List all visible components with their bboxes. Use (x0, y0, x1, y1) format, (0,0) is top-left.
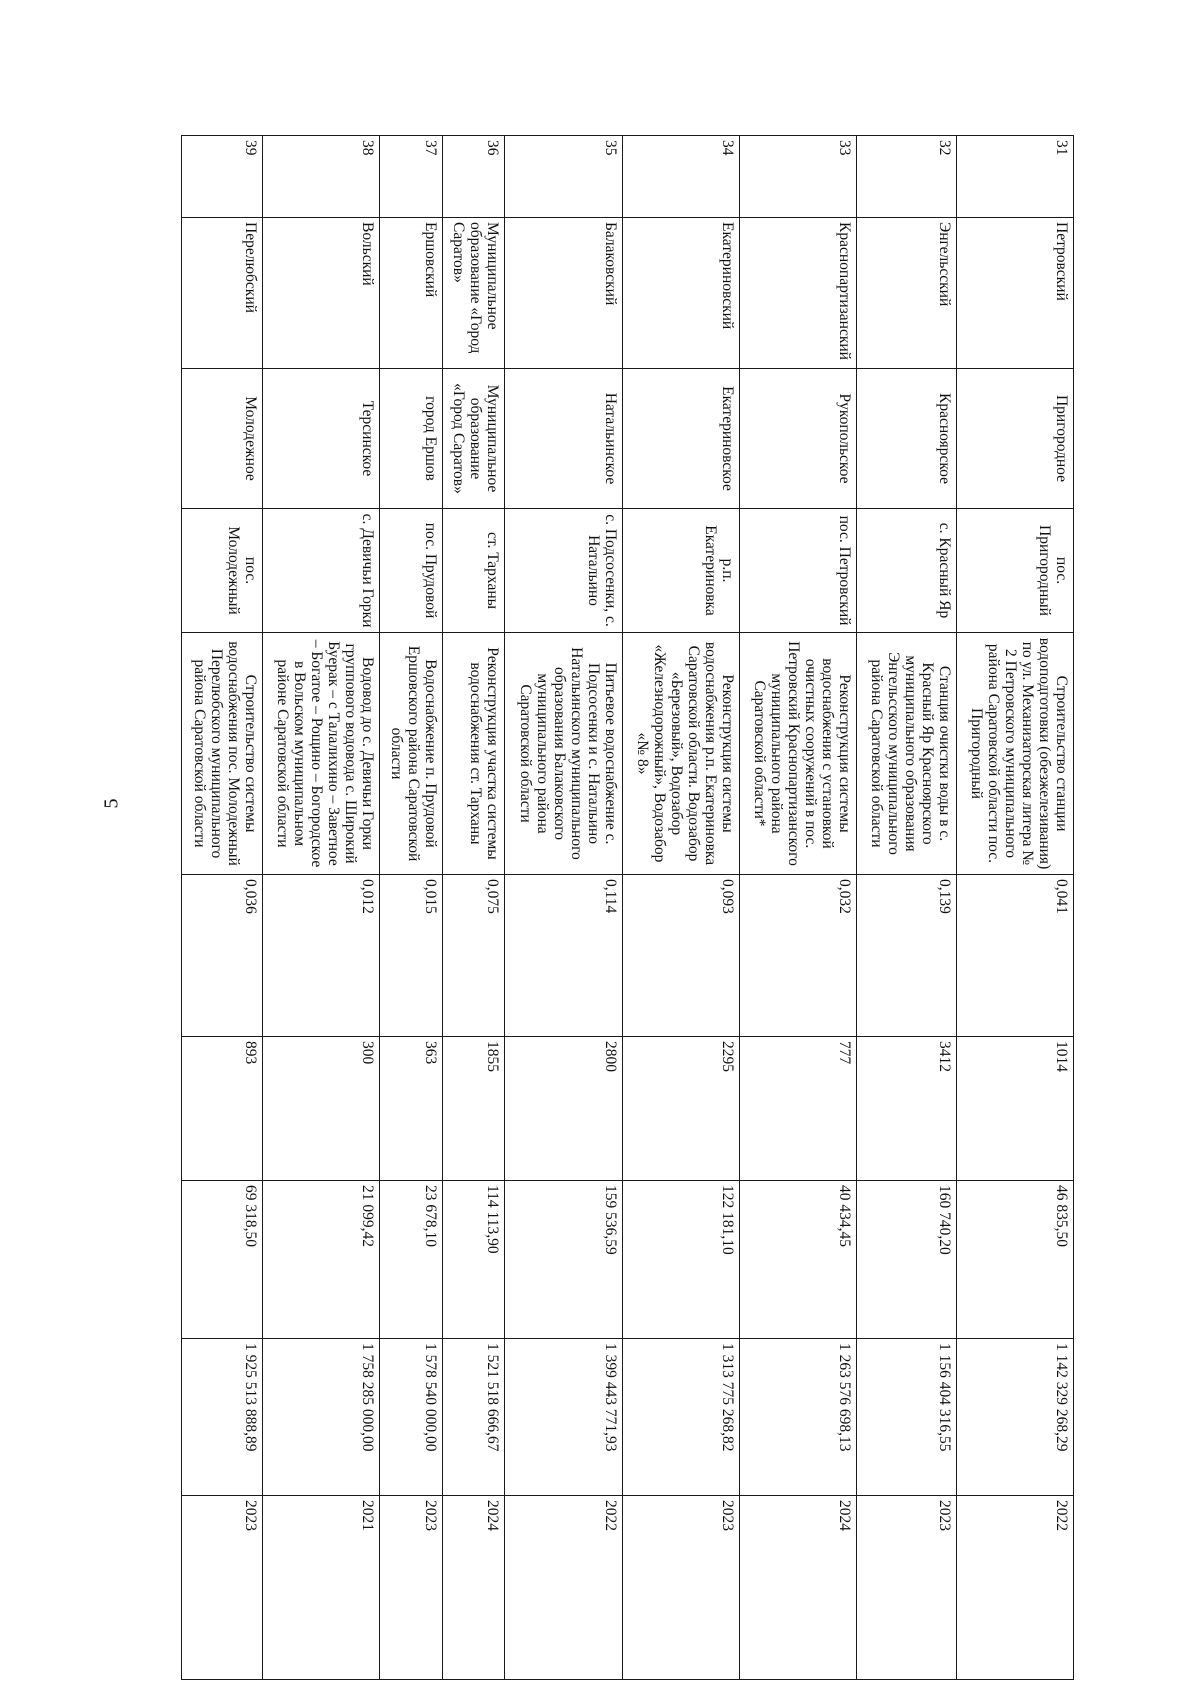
row-number: 31 (956, 136, 1073, 218)
value1-cell: 0,012 (262, 875, 379, 1037)
value2-cell: 3412 (857, 1037, 956, 1181)
table-row (622, 136, 739, 1680)
cost-cell: 1 399 443 771,93 (505, 1339, 622, 1496)
municipality-cell: Пригородное (956, 369, 1073, 509)
row-number: 34 (622, 136, 739, 218)
value3-cell: 114 113,90 (442, 1181, 504, 1339)
municipality-cell: Терсинское (262, 369, 379, 509)
municipality-cell: Екатериновское (622, 369, 739, 509)
cost-cell: 1 313 775 268,82 (622, 1339, 739, 1496)
project-cell: Водоснабжение п. Прудовой Ершовского района Саратовской области (380, 633, 442, 875)
municipality-cell: Молодежное (182, 369, 263, 509)
municipality-cell: Красноярское (857, 369, 956, 509)
table-row (380, 136, 442, 1680)
project-cell: Строительство станции водоподготовки (обезжелезивания) по ул. Механизаторская литера № 2 Петровского муниципального района Саратовской области пос. Пригородный (956, 633, 1073, 875)
settlement-cell: пос. Прудовой (380, 509, 442, 633)
cost-cell: 1 925 513 888,89 (182, 1339, 263, 1496)
municipality-cell: Муниципальное образование «Город Саратов» (442, 369, 504, 509)
table-row (182, 136, 263, 1680)
year-cell: 2021 (262, 1496, 379, 1680)
value3-cell: 46 835,50 (956, 1181, 1073, 1339)
value1-cell: 0,139 (857, 875, 956, 1037)
projects-table (181, 135, 1074, 1680)
year-cell: 2022 (505, 1496, 622, 1680)
table-body (182, 136, 1074, 1680)
district-cell: Краснопартизанский (740, 218, 857, 369)
value2-cell: 1014 (956, 1037, 1073, 1181)
cost-cell: 1 758 285 000,00 (262, 1339, 379, 1496)
row-number: 36 (442, 136, 504, 218)
row-number: 37 (380, 136, 442, 218)
table-row (262, 136, 379, 1680)
settlement-cell: пос. Петровский (740, 509, 857, 633)
value1-cell: 0,041 (956, 875, 1073, 1037)
project-cell: Строительство системы водоснабжения пос. Молодежный Перелюбского муниципального района Саратовской области (182, 633, 263, 875)
value1-cell: 0,093 (622, 875, 739, 1037)
district-cell: Екатериновский (622, 218, 739, 369)
district-cell: Петровский (956, 218, 1073, 369)
value3-cell: 21 099,42 (262, 1181, 379, 1339)
settlement-cell: с. Подсосенки, с. Натальино (505, 509, 622, 633)
district-cell: Балаковский (505, 218, 622, 369)
row-number: 32 (857, 136, 956, 218)
cost-cell: 1 263 576 698,13 (740, 1339, 857, 1496)
value3-cell: 122 181,10 (622, 1181, 739, 1339)
row-number: 38 (262, 136, 379, 218)
value1-cell: 0,032 (740, 875, 857, 1037)
table-row (740, 136, 857, 1680)
value1-cell: 0,114 (505, 875, 622, 1037)
value2-cell: 777 (740, 1037, 857, 1181)
year-cell: 2024 (740, 1496, 857, 1680)
rotated-table-wrapper (181, 135, 1074, 1679)
settlement-cell: с. Девичьи Горки (262, 509, 379, 633)
settlement-cell: ст. Тарханы (442, 509, 504, 633)
value3-cell: 40 434,45 (740, 1181, 857, 1339)
project-cell: Водовод до с. Девичьи Горки группового водовода с. Широкий Буерак – с Талалихино – Заветное – Богатое – Рощино – Богородское в Вольском муниципальном районе Саратовской области (262, 633, 379, 875)
row-number: 33 (740, 136, 857, 218)
value3-cell: 69 318,50 (182, 1181, 263, 1339)
row-number: 35 (505, 136, 622, 218)
year-cell: 2023 (380, 1496, 442, 1680)
table-row (956, 136, 1073, 1680)
project-cell: Реконструкция системы водоснабжения с установкой очистных сооружений в пос. Петровский Краснопартизанского муниципального района Саратовской области* (740, 633, 857, 875)
value2-cell: 363 (380, 1037, 442, 1181)
value2-cell: 1855 (442, 1037, 504, 1181)
district-cell: Перелюбский (182, 218, 263, 369)
page-number: 5 (100, 798, 123, 809)
project-cell: Реконструкция участка системы водоснабжения ст. Тарханы (442, 633, 504, 875)
table-row (857, 136, 956, 1680)
municipality-cell: Натальинское (505, 369, 622, 509)
cost-cell: 1 521 518 666,67 (442, 1339, 504, 1496)
value1-cell: 0,075 (442, 875, 504, 1037)
year-cell: 2023 (857, 1496, 956, 1680)
district-cell: Муниципальное образование «Город Саратов» (442, 218, 504, 369)
year-cell: 2022 (956, 1496, 1073, 1680)
value3-cell: 159 536,59 (505, 1181, 622, 1339)
value2-cell: 2295 (622, 1037, 739, 1181)
cost-cell: 1 578 540 000,00 (380, 1339, 442, 1496)
project-cell: Реконструкция системы водоснабжения р.п. Екатериновка Саратовской области. Водозабор «Березовый», Водозабор «Железнодорожный», Водозабор «№ 8» (622, 633, 739, 875)
settlement-cell: с. Красный Яр (857, 509, 956, 633)
settlement-cell: пос. Пригородный (956, 509, 1073, 633)
municipality-cell: Рукопольское (740, 369, 857, 509)
value1-cell: 0,015 (380, 875, 442, 1037)
row-number: 39 (182, 136, 263, 218)
district-cell: Вольский (262, 218, 379, 369)
cost-cell: 1 156 404 316,55 (857, 1339, 956, 1496)
value1-cell: 0,036 (182, 875, 263, 1037)
settlement-cell: пос. Молодежный (182, 509, 263, 633)
settlement-cell: р.п. Екатериновка (622, 509, 739, 633)
value3-cell: 23 678,10 (380, 1181, 442, 1339)
project-cell: Станция очистки воды в с. Красный Яр Красноярского муниципального образования Энгельсского муниципального района Саратовской области (857, 633, 956, 875)
year-cell: 2023 (622, 1496, 739, 1680)
year-cell: 2023 (182, 1496, 263, 1680)
year-cell: 2024 (442, 1496, 504, 1680)
table-row (505, 136, 622, 1680)
value2-cell: 2800 (505, 1037, 622, 1181)
district-cell: Ершовский (380, 218, 442, 369)
project-cell: Питьевое водоснабжение с. Подсосенки и с. Натальино Натальинского муниципального образования Балаковского муниципального района Саратовской области (505, 633, 622, 875)
value3-cell: 160 740,20 (857, 1181, 956, 1339)
district-cell: Энгельсский (857, 218, 956, 369)
cost-cell: 1 142 329 268,29 (956, 1339, 1073, 1496)
municipality-cell: город Ершов (380, 369, 442, 509)
value2-cell: 300 (262, 1037, 379, 1181)
value2-cell: 893 (182, 1037, 263, 1181)
table-row (442, 136, 504, 1680)
